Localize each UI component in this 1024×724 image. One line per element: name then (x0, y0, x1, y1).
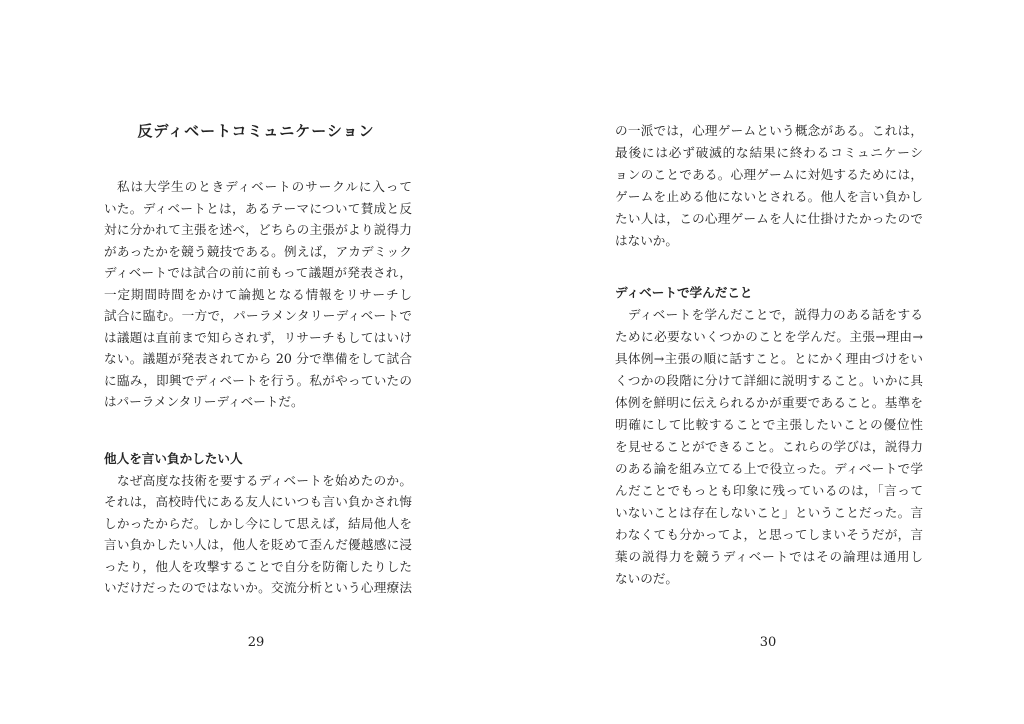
right-body-para1 (615, 120, 923, 252)
text-line: 葉の説得力を競うディベートではその論理は通用し (615, 549, 923, 564)
text-line: んだことでもっとも印象に残っているのは，「言って (615, 483, 923, 498)
text-line: それは，高校時代にある友人にいつも言い負かされ悔 (104, 494, 412, 509)
text-line: があったかを競う競技である。例えば，アカデミック (104, 243, 412, 259)
text-line: ないのだ。 (615, 571, 678, 586)
page-number: 30 (759, 635, 777, 650)
text-line: いた。ディベートとは，あるテーマについて賛成と反 (104, 200, 412, 216)
text-line: ョンのことである。心理ゲームに対処するためには， (615, 167, 923, 182)
text-line: はパーラメンタリーディベートだ。 (104, 394, 304, 409)
text-line: いないことは存在しないこと」ということだった。言 (615, 505, 923, 520)
section-heading: 他人を言い負かしたい人 (104, 451, 243, 466)
text-line: なぜ高度な技術を要するディベートを始めたのか。 (117, 472, 412, 488)
text-line: 最後には必ず破滅的な結果に終わるコミュニケーシ (615, 145, 923, 160)
text-line: のある論を組み立てる上で役立った。ディベートで学 (615, 461, 923, 476)
text-line: に臨み，即興でディベートを行う。私がやっていたの (104, 372, 412, 388)
text-line: ディベートを学んだことで，説得力のある話をする (628, 307, 923, 322)
text-line: いだけだったのではないか。交流分析という心理療法 (104, 580, 412, 595)
text-line: 試合に臨む。一方で，パーラメンタリーディベートで (104, 308, 412, 323)
text-line: はないか。 (615, 233, 678, 248)
text-line: ディベートでは試合の前に前もって議題が発表され， (104, 265, 412, 280)
text-line: の一派では，心理ゲームという概念がある。これは， (615, 123, 923, 138)
right-page (512, 0, 1024, 724)
text-line: 具体例→主張の順に話すこと。とにかく理由づけをい (615, 351, 923, 366)
right-body-para2 (615, 282, 923, 590)
chapter-title: 反ディベートコミュニケーション (137, 122, 375, 140)
text-line: 体例を鮮明に伝えられるかが重要であること。基準を (615, 395, 923, 410)
text-line: 明確にして比較することで主張したいことの優位性 (615, 417, 923, 432)
text-line: わなくても分かってよ，と思ってしまいそうだが，言 (615, 527, 923, 542)
page-number: 29 (247, 635, 265, 650)
left-body-para2 (104, 448, 412, 599)
text-line: しかったからだ。しかし今にして思えば，結局他人を (104, 515, 412, 531)
text-line: を見せることができること。これらの学びは，説得力 (615, 439, 923, 454)
text-line: 対に分かれて主張を述べ，どちらの主張がより説得力 (104, 222, 412, 237)
text-line: ったり，他人を攻撃することで自分を防衛したりした (104, 558, 412, 574)
text-line: 一定期間時間をかけて論拠となる情報をリサーチし (104, 286, 412, 302)
text-line: ために必要ないくつかのことを学んだ。主張→理由→ (615, 329, 923, 344)
text-line: くつかの段階に分けて詳細に説明すること。いかに具 (615, 373, 923, 388)
text-line: ゲームを止める他にないとされる。他人を言い負かし (615, 189, 923, 204)
text-line: は議題は直前まで知らされず，リサーチもしてはいけ (104, 329, 412, 345)
text-line: 言い負かしたい人は，他人を貶めて歪んだ優越感に浸 (104, 537, 412, 552)
text-line: ない。議題が発表されてから 20 分で準備をして試合 (104, 351, 412, 366)
left-body-para1 (104, 176, 412, 413)
text-line: 私は大学生のときディベートのサークルに入って (117, 179, 412, 194)
section-heading: ディベートで学んだこと (615, 285, 753, 300)
text-line: たい人は，この心理ゲームを人に仕掛けたかったので (615, 211, 923, 226)
